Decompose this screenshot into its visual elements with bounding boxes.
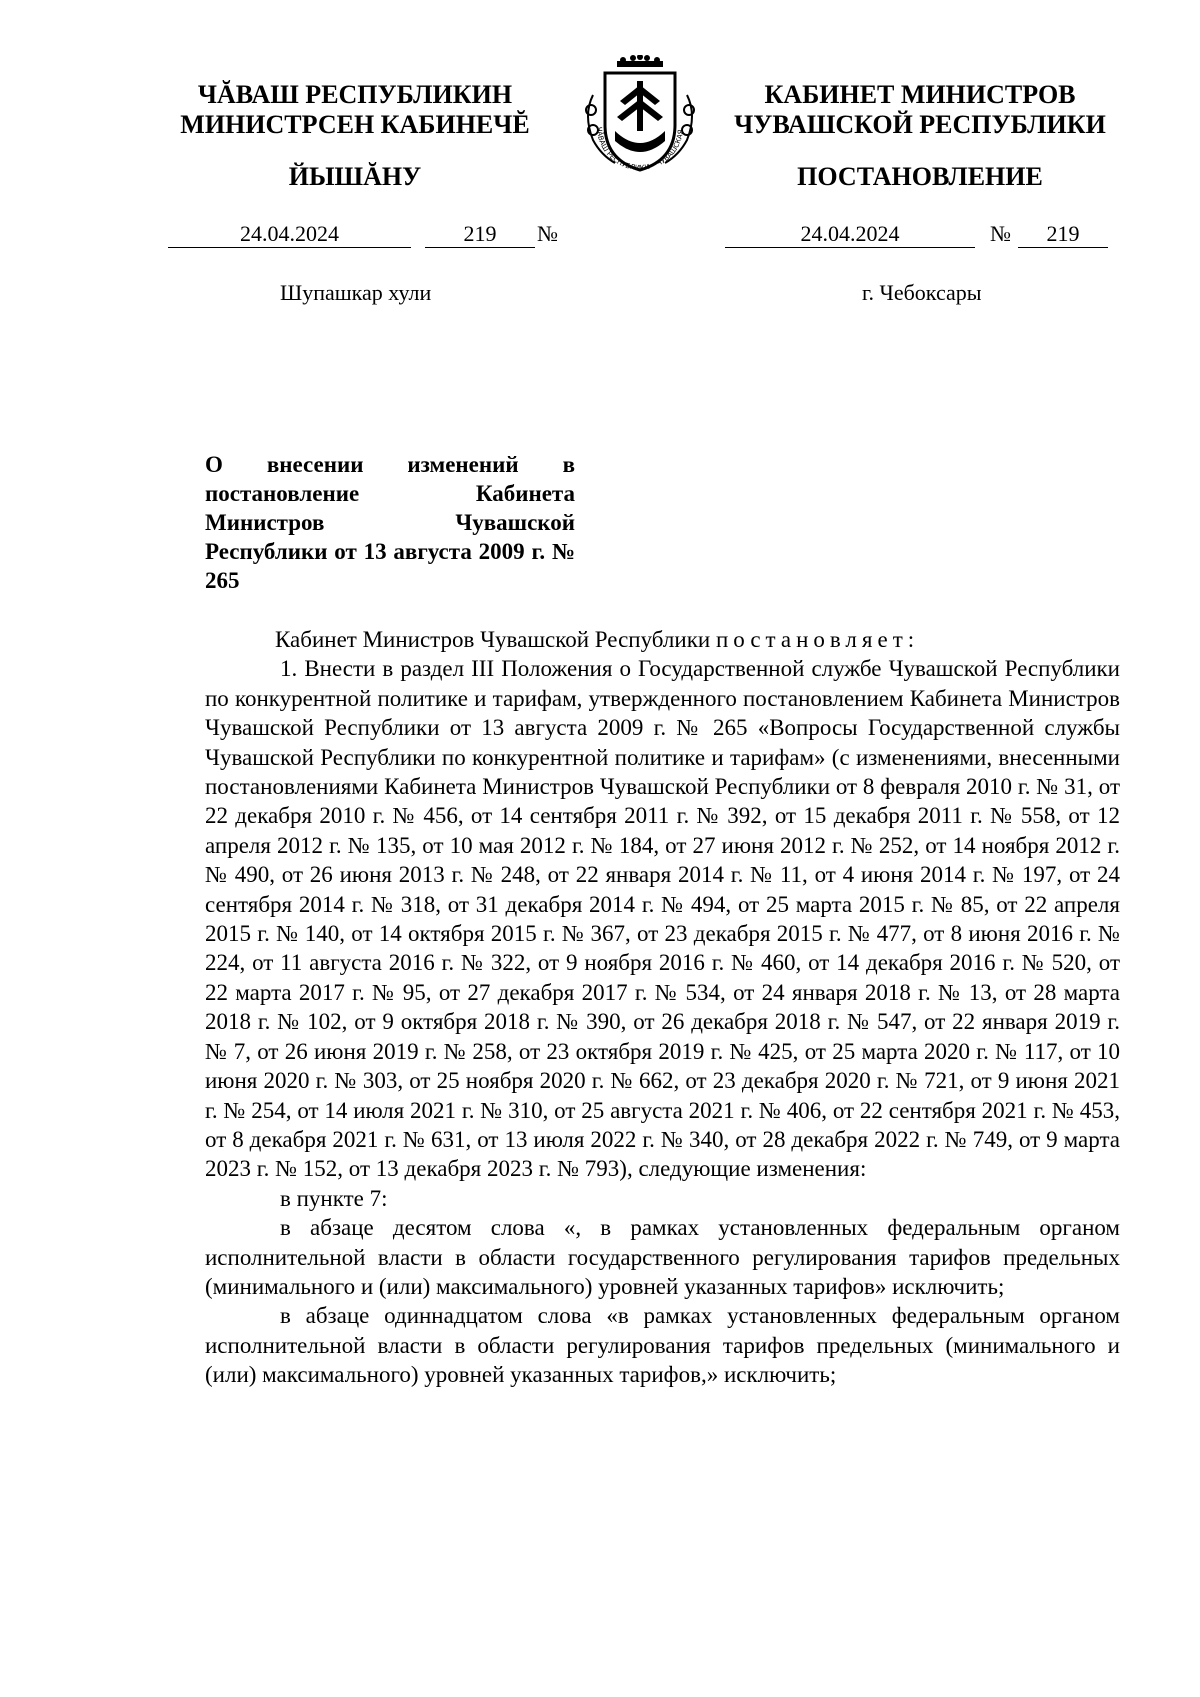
paragraph-4: в абзаце одиннадцатом слова «в рамках установленных федеральным органом исполнительной власти в области регулирования тарифов предельных (минимального и (или) максимального) уровней указанных тарифов,» исключить; [205, 1303, 1120, 1388]
reg-left-number: 219 [425, 220, 535, 248]
doc-type-chuvash: ЙЫШĂНУ [288, 162, 422, 191]
header-right-line2: ЧУВАШСКОЙ РЕСПУБЛИКИ [734, 110, 1106, 139]
place-chuvash: Шупашкар хули [280, 280, 432, 305]
paragraph-3: в абзаце десятом слова «, в рамках установленных федеральным органом исполнительной власти в области государственного регулирования тарифов предельных (минимального и (или) максимального) уровней указанных тарифов» исключить; [205, 1215, 1120, 1299]
registration-right [0, 220, 1200, 250]
header-right-line1: КАБИНЕТ МИНИСТРОВ [764, 80, 1076, 109]
coat-of-arms-chuvashia-icon [575, 55, 705, 180]
header-russian-org-name [720, 80, 1120, 140]
paragraph-2: в пункте 7: [280, 1185, 388, 1211]
place-russian: г. Чебоксары [862, 280, 982, 305]
preamble [205, 625, 1120, 654]
doc-type-russian: ПОСТАНОВЛЕНИЕ [797, 162, 1043, 191]
header-left-line2: МИНИСТРСЕН КАБИНЕЧĔ [180, 110, 530, 139]
header-left-line1: ЧĂВАШ РЕСПУБЛИКИН [197, 80, 513, 109]
reg-right-number-sign: № [990, 221, 1011, 246]
reg-left-number-sign: № [537, 221, 558, 246]
emblem-ring-text: ЧĂВАШ РЕСПУБЛИКИ • ЧУВАШСКАЯ [594, 126, 685, 173]
reg-left-date: 24.04.2024 [168, 220, 411, 248]
preamble-subject: Кабинет Министров Чувашской Республики [275, 627, 711, 652]
reg-right-number: 219 [1018, 220, 1108, 248]
preamble-verb: постановляет: [715, 627, 920, 652]
document-title: О внесении изменений в постановление Кабинета Министров Чувашской Республики от 13 августа 2009 г. № 265 [205, 452, 575, 593]
document-body [205, 625, 1120, 1390]
reg-right-date: 24.04.2024 [725, 220, 975, 248]
header-chuvash-org-name [170, 80, 540, 140]
paragraph-1: 1. Внести в раздел III Положения о Государственной службе Чувашской Республики по конкурентной политике и тарифам, утвержденного постановлением Кабинета Министров Чувашской Республики от 13 августа 2009 г. № 265 «Вопросы Государственной службы Чувашской Республики по конкурентной политике и тарифам» (с изменениями, внесенными постановлениями Кабинета Министров Чувашской Республики от 8 февраля 2010 г. № 31, от 22 декабря 2010 г. № 456, от 14 сентября 2011 г. № 392, от 15 декабря 2011 г. № 558, от 12 апреля 2012 г. № 135, от 10 мая 2012 г. № 184, от 27 июня 2012 г. № 252, от 14 ноября 2012 г. № 490, от 26 июня 2013 г. № 248, от 22 января 2014 г. № 11, от 4 июня 2014 г. № 197, от 24 сентября 2014 г. № 318, от 31 декабря 2014 г. № 494, от 25 марта 2015 г. № 85, от 22 апреля 2015 г. № 140, от 14 октября 2015 г. № 367, от 23 декабря 2015 г. № 477, от 8 июня 2016 г. № 224, от 11 августа 2016 г. № 322, от 9 ноября 2016 г. № 460, от 14 декабря 2016 г. № 520, от 22 марта 2017 г. № 95, от 27 декабря 2017 г. № 534, от 24 января 2018 г. № 13, от 28 марта 2018 г. № 102, от 9 октября 2018 г. № 390, от 26 декабря 2018 г. № 547, от 22 января 2019 г. № 7, от 26 июня 2019 г. № 258, от 23 октября 2019 г. № 425, от 25 марта 2020 г. № 117, от 10 июня 2020 г. № 303, от 25 ноября 2020 г. № 662, от 23 декабря 2020 г. № 721, от 9 июня 2021 г. № 254, от 14 июля 2021 г. № 310, от 25 августа 2021 г. № 406, от 22 сентября 2021 г. № 453, от 8 декабря 2021 г. № 631, от 13 июля 2022 г. № 340, от 28 декабря 2022 г. № 749, от 9 марта 2023 г. № 152, от 13 декабря 2023 г. № 793), следующие изменения: [205, 656, 1120, 1182]
